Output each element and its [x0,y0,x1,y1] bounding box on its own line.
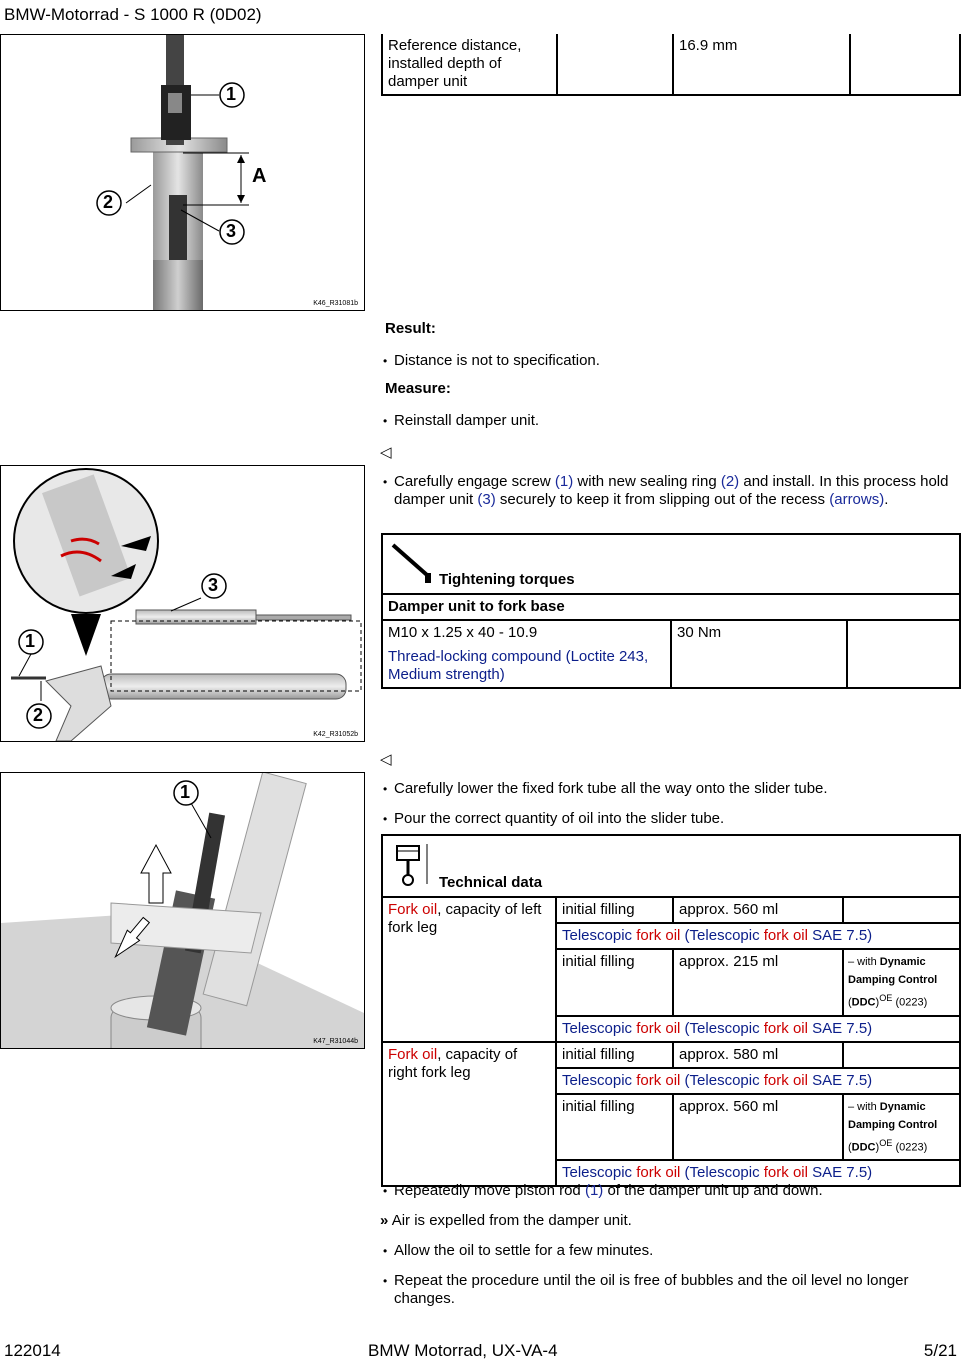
torque-spec: M10 x 1.25 x 40 - 10.9 [388,624,538,641]
step2-item-1: • Carefully lower the fixed fork tube all the way onto the slider tube. [383,780,828,797]
measure-heading: Measure: [385,380,451,397]
piston-icon [391,842,435,888]
bullet-marker: • [383,812,388,826]
footer-source: BMW Motorrad, UX-VA-4 [368,1341,558,1360]
left-capacity-2: approx. 215 ml [673,949,843,1016]
damper-depth-illustration [1,35,364,310]
ref-piston-rod: (1) [584,1182,604,1199]
bullet-marker: • [383,354,388,368]
left-leg-label: Fork oil, capacity of left fork leg [382,897,556,1042]
technical-data-title: Technical data [439,874,543,891]
figure-dimension-a: A [252,165,267,187]
oil-spec: Telescopic fork oil (Telescopic fork oil SAE 7.5) [556,1160,960,1186]
step3-item-1: • Repeatedly move piston rod (1) of the damper unit up and down. [383,1182,823,1199]
figure-code: K42_R31052b [313,731,358,738]
result-marker: » [380,1212,389,1229]
bullet-marker: • [383,475,388,489]
step2-item-2: • Pour the correct quantity of oil into the slider tube. [383,810,725,827]
figure-damper-install [0,465,365,742]
bullet-marker: • [383,1184,388,1198]
oil-fill-illustration [1,773,364,1048]
technical-data-table: Technical data Fork oil, capacity of left fork leg initial filling approx. 560 ml Telescopic fork oil (Telescopic fork oil SAE 7.5) initial filling approx. 215 ml – with Dynamic Damping Control (DDC)$^{OE}$ (0223) Telescopic fork oil (Telescopic fork oil SAE 7.5) Fork oil, capacity of right fork leg initial filling approx. 580 ml Telescopic fork oil (Telescopic fork oil SAE 7.5) initial filling approx. 560 ml – with Dynamic Damping Control (DDC)$^{OE}$ (0223) Telescopic fork oil (Telescopic fork oil SAE 7.5) [381,834,961,1187]
figure-callout-1: 1 [25,631,36,651]
figure-callout-3: 3 [208,575,219,595]
torque-value: 30 Nm [671,620,847,688]
bullet-marker: • [383,1244,388,1258]
footer-date: 122014 [4,1341,61,1360]
reference-table [381,34,961,96]
torque-compound: Thread-locking compound (Loctite 243, Medium strength) [388,648,649,683]
figure-callout-1: 1 [226,84,237,104]
figure-callout-3: 3 [226,221,237,241]
bullet-marker: • [383,414,388,428]
document-header: BMW-Motorrad - S 1000 R (0D02) [4,5,262,24]
figure-damper-depth [0,34,365,311]
figure-code: K46_R31081b [313,300,358,307]
step-marker: ◁ [380,751,392,768]
torque-table [381,533,961,689]
oil-spec: Telescopic fork oil (Telescopic fork oil SAE 7.5) [556,1068,960,1094]
right-capacity-2: approx. 560 ml [673,1094,843,1161]
figure-callout-2: 2 [103,192,114,212]
reference-label: Reference distance, installed depth of damper unit [382,34,557,95]
result-heading: Result: [385,320,436,337]
oil-spec: Telescopic fork oil (Telescopic fork oil SAE 7.5) [556,923,960,949]
right-leg-label: Fork oil, capacity of right fork leg [382,1042,556,1187]
left-capacity-1: approx. 560 ml [673,897,843,923]
bullet-marker: • [383,782,388,796]
result-item: • Distance is not to specification. [383,352,600,369]
step3-result: » Air is expelled from the damper unit. [380,1212,632,1229]
figure-code: K47_R31044b [313,1038,358,1045]
ref-damper-unit: (3) [477,491,496,508]
ref-sealing-ring: (2) [720,473,740,490]
damper-install-illustration [1,466,364,741]
ref-screw: (1) [554,473,574,490]
figure-oil-fill [0,772,365,1049]
step3-item-3: • Repeat the procedure until the oil is free of bubbles and the oil level no longer changes. [383,1272,909,1307]
torque-subtitle: Damper unit to fork base [382,594,960,620]
bullet-marker: • [383,1274,388,1288]
footer-page-number: 5/21 [923,1341,957,1360]
right-capacity-1: approx. 580 ml [673,1042,843,1068]
measure-item: • Reinstall damper unit. [383,412,540,429]
oil-spec: Telescopic fork oil (Telescopic fork oil SAE 7.5) [556,1016,960,1042]
figure-callout-1: 1 [180,782,191,802]
ddc-note: – with Dynamic Damping Control (DDC)$^{OE}$ (0223) [843,1094,960,1161]
ref-arrows: (arrows) [829,491,885,508]
step3-item-2: • Allow the oil to settle for a few minutes. [383,1242,654,1259]
step-marker: ◁ [380,444,392,461]
torque-table-title: Tightening torques [439,571,575,588]
torque-wrench-icon [389,541,433,585]
figure-callout-2: 2 [33,705,44,725]
reference-value: 16.9 mm [673,34,850,95]
ddc-note: – with Dynamic Damping Control (DDC)$^{OE}$ (0223) [843,949,960,1016]
step1-instruction: • Carefully engage screw (1) with new sealing ring (2) and install. In this process hold damper unit (3) securely to keep it from slipping out of the recess (arrows). [383,473,949,508]
